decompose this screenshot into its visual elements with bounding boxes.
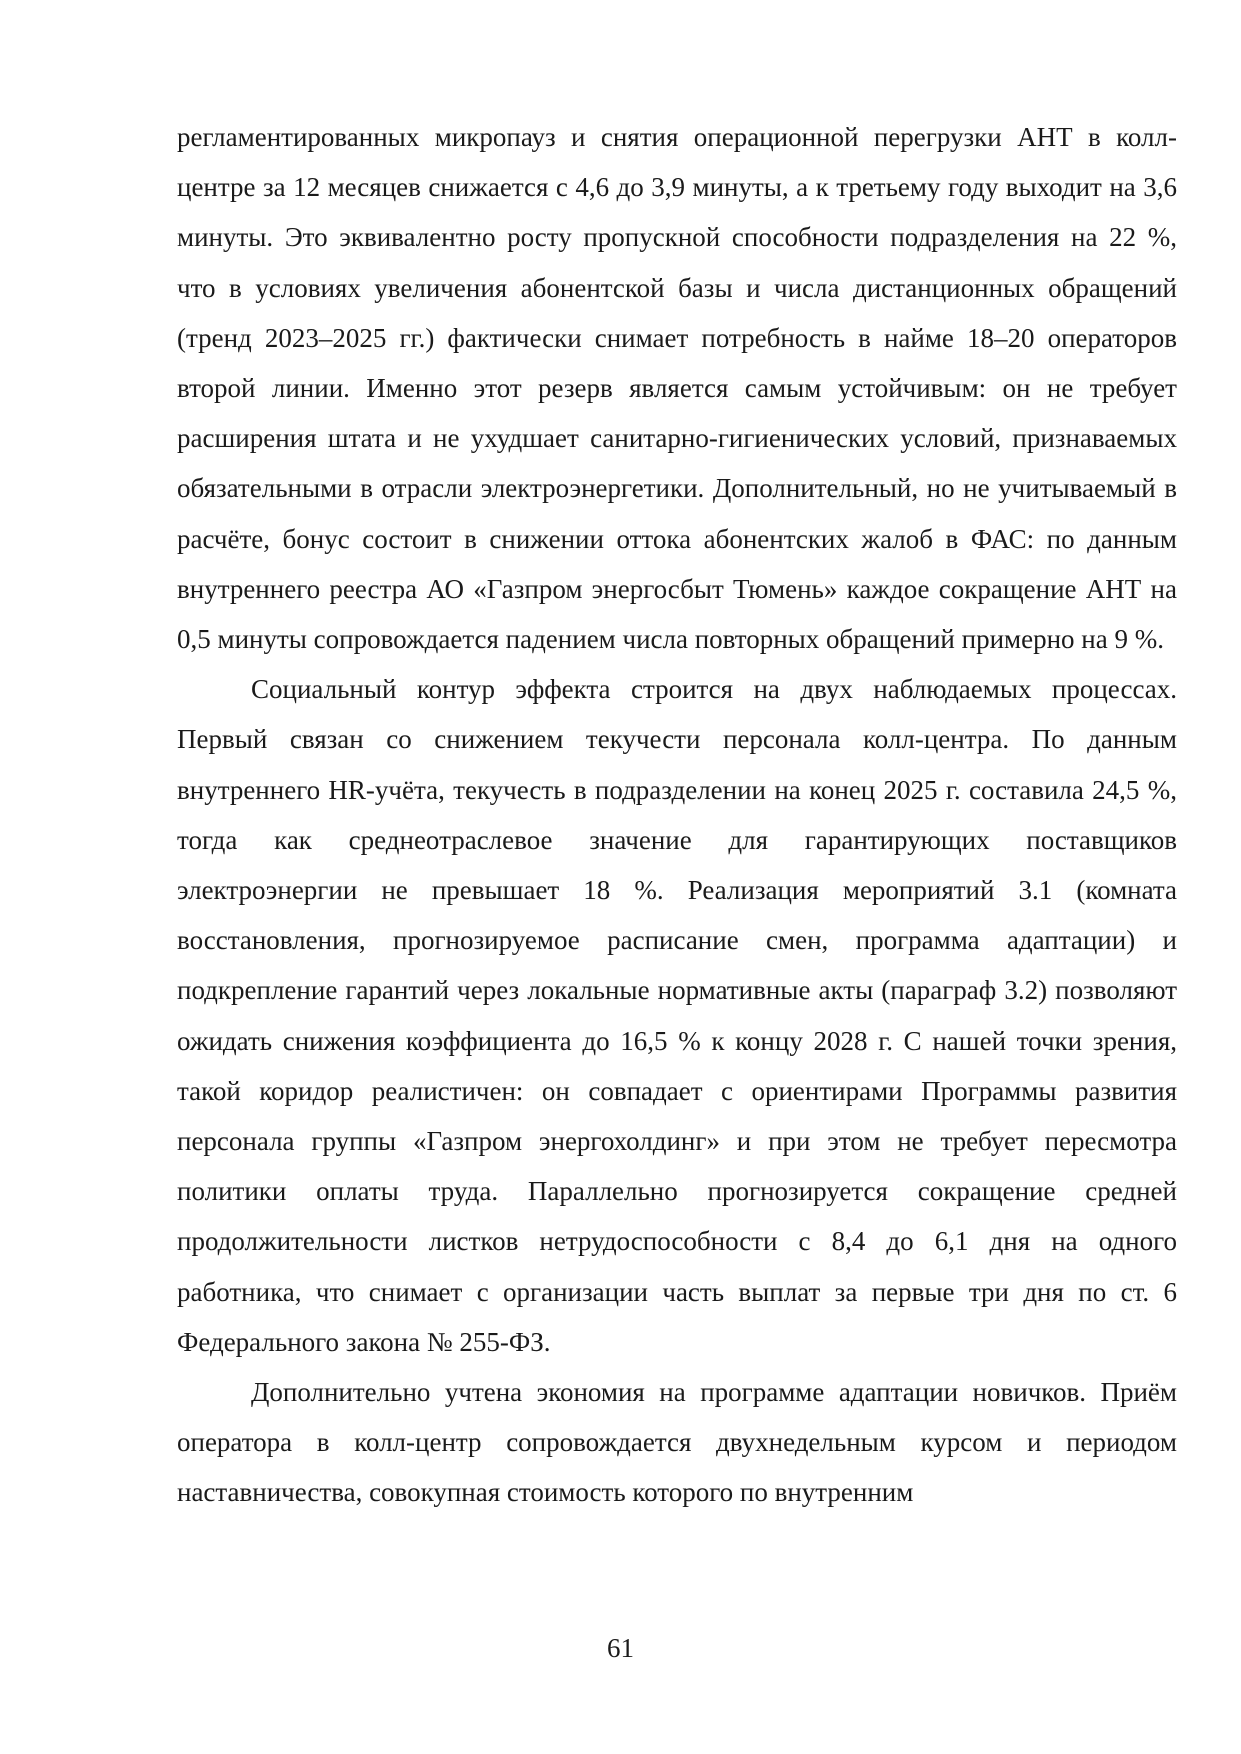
paragraph-continuation: регламентированных микропауз и снятия операционной перегрузки АНТ в колл-центре за 12 месяцев снижается с 4,6 до 3,9 минуты, а к третьему году выходит на 3,6 минуты. Это эквивалентно росту пропускной способности подразделения на 22 %, что в условиях увеличения абонентской базы и числа дистанционных обращений (тренд 2023–2025 гг.) фактически снимает потребность в найме 18–20 операторов второй линии. Именно этот резерв является самым устойчивым: он не требует расширения штата и не ухудшает санитарно-гигиенических условий, признаваемых обязательными в отрасли электроэнергетики. Дополнительный, но не учитываемый в расчёте, бонус состоит в снижении оттока абонентских жалоб в ФАС: по данным внутреннего реестра АО «Газпром энергосбыт Тюмень» каждое сокращение АНТ на 0,5 минуты сопровождается падением числа повторных обращений примерно на 9 %. <box>177 122 1177 655</box>
paragraph-social-effect: Социальный контур эффекта строится на двух наблюдаемых процессах. Первый связан со снижением текучести персонала колл-центра. По данным внутреннего HR-учёта, текучесть в подразделении на конец 2025 г. составила 24,5 %, тогда как среднеотраслевое значение для гарантирующих поставщиков электроэнергии не превышает 18 %. Реализация мероприятий 3.1 (комната восстановления, прогнозируемое расписание смен, программа адаптации) и подкрепление гарантий через локальные нормативные акты (параграф 3.2) позволяют ожидать снижения коэффициента до 16,5 % к концу 2028 г. С нашей точки зрения, такой коридор реалистичен: он совпадает с ориентирами Программы развития персонала группы «Газпром энергохолдинг» и при этом не требует пересмотра политики оплаты труда. Параллельно прогнозируется сокращение средней продолжительности листков нетрудоспособности с 8,4 до 6,1 дня на одного работника, что снимает с организации часть выплат за первые три дня по ст. 6 Федерального закона № 255-ФЗ. <box>177 674 1177 1357</box>
document-body <box>177 112 1177 1518</box>
page-number: 61 <box>607 1633 634 1663</box>
paragraph-adaptation-savings: Дополнительно учтена экономия на программе адаптации новичков. Приём оператора в колл-центр сопровождается двухнедельным курсом и периодом наставничества, совокупная стоимость которого по внутренним <box>177 1377 1177 1508</box>
